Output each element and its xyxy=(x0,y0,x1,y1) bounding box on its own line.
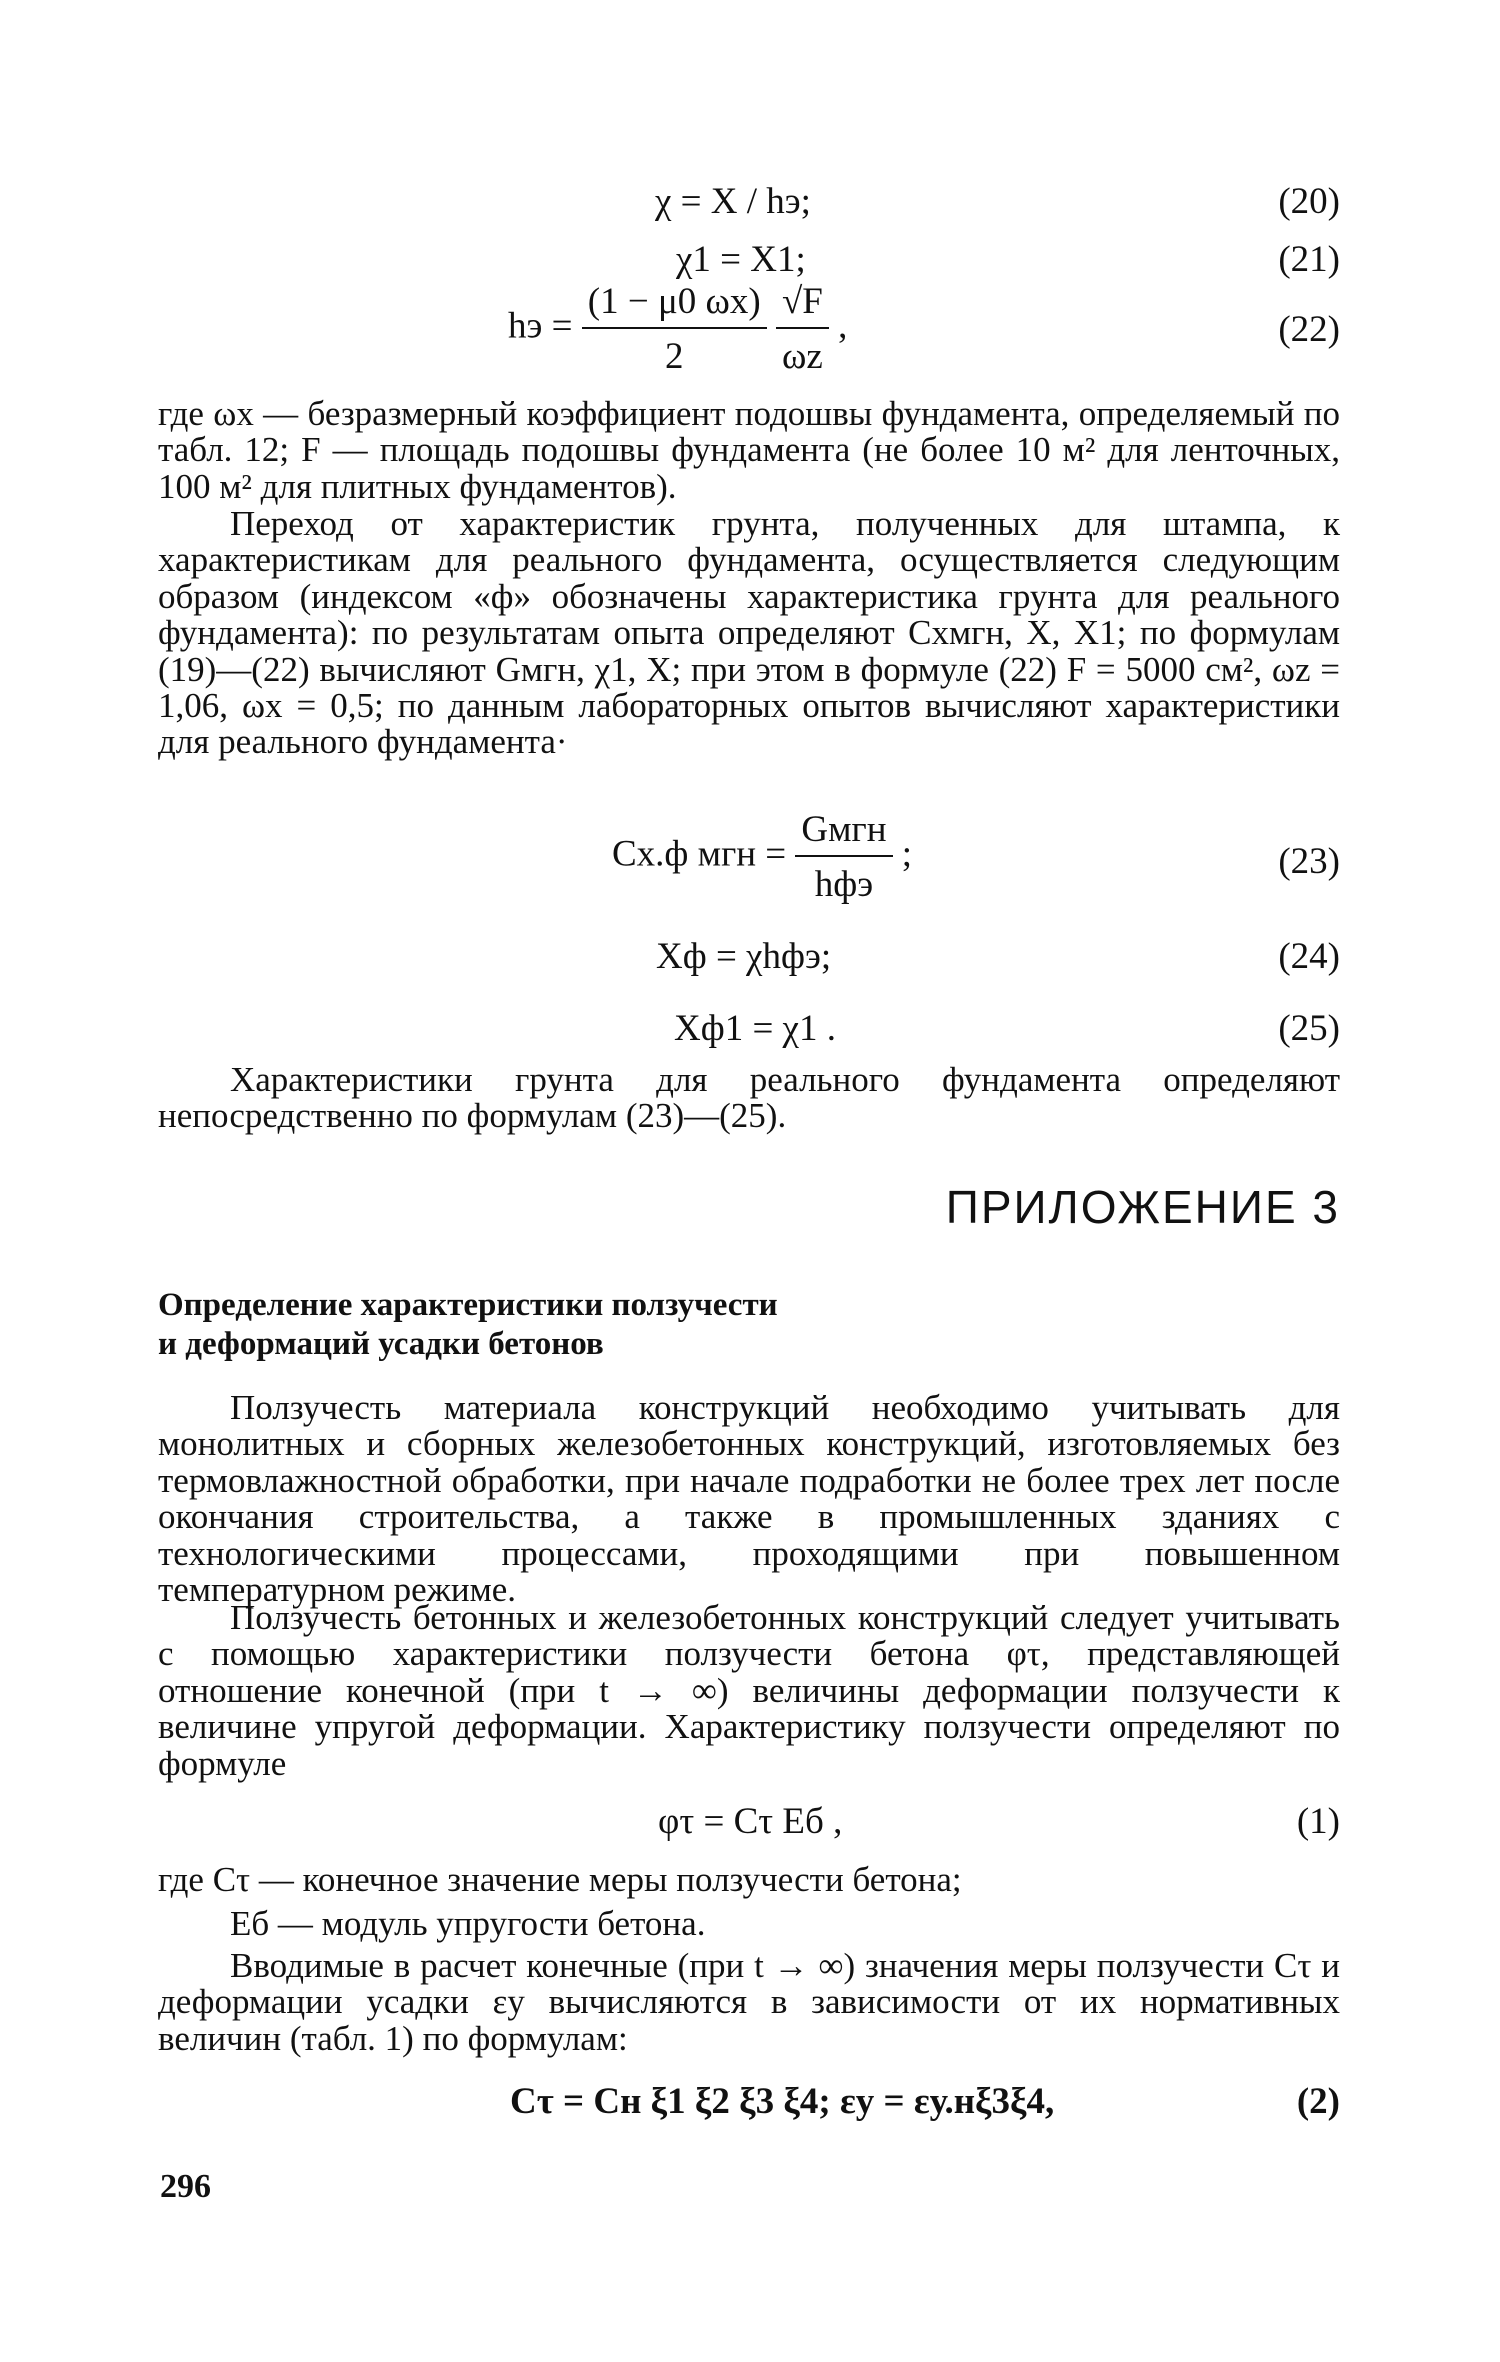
paragraph-where-c-tau: где Cτ — конечное значение меры ползучести бетона; xyxy=(158,1860,962,1899)
formula-24: Xф = χhфэ; xyxy=(656,936,832,977)
formula-23-fraction xyxy=(795,808,892,906)
formula-25: Xф1 = χ1 . xyxy=(674,1008,836,1049)
paragraph-final-values: Вводимые в расчет конечные (при t → ∞) значения меры ползучести Cτ и деформации усадки εу вычисляются в зависимости от их нормативных величин (табл. 1) по формулам: xyxy=(158,1946,1340,2058)
paragraph-e-modulus: Eб — модуль упругости бетона. xyxy=(230,1904,706,1943)
section-subtitle-line-1: Определение характеристики ползучести xyxy=(158,1287,778,1323)
formula-23 xyxy=(612,808,912,906)
formula-22-number: (22) xyxy=(1278,309,1340,350)
page-number: 296 xyxy=(160,2168,211,2205)
section-subtitle-line-2: и деформаций усадки бетонов xyxy=(158,1326,604,1362)
formula-23-tail: ; xyxy=(901,833,913,875)
paragraph-where-omega: где ωx — безразмерный коэффициент подошвы фундамента, определяемый по табл. 12; F — площадь подошвы фундамента (не более 10 м² для ленточных, 100 м² для плитных фундаментов). xyxy=(158,394,1340,506)
formula-22-numerator-1: (1 − μ0 ωx) xyxy=(582,280,767,329)
formula-21-number: (21) xyxy=(1278,239,1340,280)
formula-23-number: (23) xyxy=(1278,841,1340,882)
formula-23-lhs: Cx.ф мгн = xyxy=(612,833,787,875)
formula-2-number: (2) xyxy=(1296,2081,1340,2122)
formula-20-number: (20) xyxy=(1278,181,1340,222)
paragraph-creep-materials: Ползучесть материала конструкций необходимо учитывать для монолитных и сборных железобетонных конструкций, изготовляемых без термовлажностной обработки, при начале подработки не более трех лет после окончания строительства, а также в промышленных зданиях с технологическими процессами, проходящими при повышенном температурном режиме. xyxy=(158,1388,1340,1610)
formula-1-number: (1) xyxy=(1296,1801,1340,1842)
formula-23-denominator: hфэ xyxy=(814,864,874,905)
formula-20: χ = X / hэ; xyxy=(655,181,811,222)
formula-1: φτ = Cτ Eб , xyxy=(658,1801,843,1842)
formula-22-fraction-1 xyxy=(582,280,767,378)
formula-22-tail: , xyxy=(838,305,848,347)
paragraph-soil-characteristics: Характеристики грунта для реального фундамента определяют непосредственно по формулам (23)—(25). xyxy=(158,1060,1340,1136)
paragraph-transition: Переход от характеристик грунта, полученных для штампа, к характеристикам для реального фундамента, осуществляется следующим образом (индексом «ф» обозначены характеристика грунта для реального фундамента): по результатам опыта определяют Cxмгн, X, X1; по формулам (19)—(22) вычисляют Gмгн, χ1, X; при этом в формуле (22) F = 5000 см², ωz = 1,06, ωx = 0,5; по данным лабораторных опытов вычисляют характеристики для реального фундамента· xyxy=(158,504,1340,762)
formula-23-numerator: Gмгн xyxy=(795,808,892,857)
formula-22 xyxy=(508,280,847,378)
formula-22-denominator-2: ωz xyxy=(782,336,823,377)
formula-22-lhs: hэ = xyxy=(508,305,573,347)
paragraph-creep-characteristic: Ползучесть бетонных и железобетонных конструкций следует учитывать с помощью характеристики ползучести бетона φτ, представляющей отношение конечной (при t → ∞) величины деформации ползучести к величине упругой деформации. Характеристику ползучести определяют по формуле xyxy=(158,1598,1340,1783)
appendix-title: ПРИЛОЖЕНИЕ 3 xyxy=(945,1181,1340,1233)
section-subtitle xyxy=(158,1286,778,1364)
formula-2: Cτ = Cн ξ1 ξ2 ξ3 ξ4; εу = εу.нξ3ξ4, xyxy=(510,2081,1055,2122)
formula-25-number: (25) xyxy=(1278,1008,1340,1049)
formula-24-number: (24) xyxy=(1278,936,1340,977)
formula-22-denominator-1: 2 xyxy=(664,336,684,377)
formula-22-numerator-2: √F xyxy=(776,280,829,329)
formula-21: χ1 = X1; xyxy=(676,239,806,280)
formula-22-fraction-2 xyxy=(776,280,829,378)
